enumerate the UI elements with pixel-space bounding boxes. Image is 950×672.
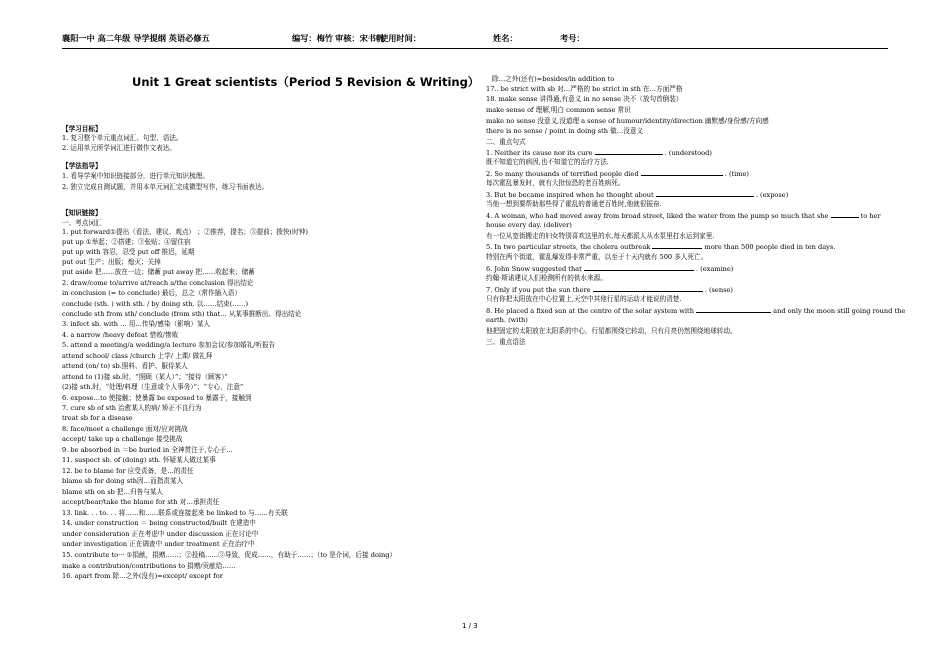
left-text-line xyxy=(62,268,255,276)
line-text: 13. link. . . to. . . 将……和……联系或连接起来 be linked to 与……有关联 xyxy=(62,509,288,517)
line-text: blame sth on sb 把…归咎与某人 xyxy=(62,488,164,496)
line-text: 他把固定的太阳放在太阳系的中心，行星都围绕它转动，只有月亮仍然围绕地球转动。 xyxy=(486,327,737,335)
left-text-line xyxy=(62,425,188,433)
left-text-line xyxy=(62,248,195,256)
left-text-line xyxy=(62,144,176,152)
line-text: blame sb for doing sth因…而指责某人 xyxy=(62,477,184,485)
line-text-after-blank: . (understood) xyxy=(662,149,712,157)
line-text: 1. 看导学案中知识链接部分，进行单元知识梳理。 xyxy=(62,172,209,180)
line-text: 4. a narrow /heavy defeat 惜败/惨败 xyxy=(62,331,179,339)
line-text: under investigation 正在调查中 under treatment 正在治疗中 xyxy=(62,540,255,548)
page-title: Unit 1 Great scientists（Period 5 Revision & Writing） xyxy=(132,75,480,89)
right-text-line xyxy=(486,85,682,93)
line-text: make no sense 没意义,没道理 a sense of humour/identity/direction 幽默感/身份感/方向感 xyxy=(486,117,769,125)
left-text-line xyxy=(62,446,233,454)
line-text: 7. Only if you put the sun there xyxy=(486,286,593,294)
line-text: attend (on/ to) sb.照料、看护、服侍某人 xyxy=(62,362,188,370)
line-text: 6. John Snow suggested that xyxy=(486,265,584,273)
left-text-line xyxy=(62,394,252,402)
left-text-line xyxy=(62,551,396,559)
left-text-line xyxy=(62,562,236,570)
right-text-line xyxy=(486,295,681,303)
line-text: 2. 独立完成自测试题，并用本单元词汇完成微型写作，练习书面表达。 xyxy=(62,183,269,191)
line-text: earth. (with) xyxy=(486,316,528,324)
left-text-line xyxy=(62,530,258,538)
right-text-line xyxy=(486,232,714,240)
line-text: 1. Neither its cause nor its cure xyxy=(486,149,595,157)
line-text: 11. suspect sb. of (doing) sth. 怀疑某人做过某事 xyxy=(62,456,216,464)
line-text: 有一位从宽街搬走的妇女特别喜欢这里的水,每天都派人从水泵里打水运到家里. xyxy=(486,232,715,240)
page-number: 1 / 3 xyxy=(462,622,478,630)
line-text: accept/bear/take the blame for sth 对…承担责任 xyxy=(62,498,220,506)
line-text: 16. apart from 除…之外(没有)=except/ except for xyxy=(62,572,223,580)
line-text: put up ①举起；②搭建；③张贴；④留住宿 xyxy=(62,238,191,246)
header-exam-no: 考号： xyxy=(560,33,585,43)
left-text-line xyxy=(62,488,163,496)
header-school-info: 襄阳一中 高二年级 导学提纲 英语必修五 xyxy=(62,33,210,43)
fill-in-blank[interactable] xyxy=(593,285,703,292)
line-text: 一、考点词汇 xyxy=(62,219,102,227)
right-text-line xyxy=(486,306,905,315)
fill-in-blank[interactable] xyxy=(641,169,723,176)
line-text: 12. be to blame for 应受责备，是…的责任 xyxy=(62,467,194,475)
line-text: attend to (1)接 sb.时，“照顾（某人）”；“接待（顾客）” xyxy=(62,373,228,381)
line-text: 【知识链接】 xyxy=(62,209,102,217)
left-text-line xyxy=(62,435,182,443)
line-text: 每次霍乱暴发时，就有大批惊恐的老百姓病死。 xyxy=(486,179,625,187)
right-text-line xyxy=(486,127,643,135)
line-text: make a contribution/contributions to 捐赠/贡献给…… xyxy=(62,562,236,570)
left-text-line xyxy=(62,383,243,391)
line-text-after-blank: . (examine) xyxy=(693,265,734,273)
right-text-line xyxy=(486,158,609,166)
right-text-line xyxy=(486,211,881,220)
line-text: house every day. (deliver) xyxy=(486,221,572,229)
left-text-line xyxy=(62,498,219,506)
right-text-line xyxy=(486,285,733,294)
right-text-line xyxy=(486,221,572,229)
left-text-line xyxy=(62,404,202,412)
right-text-line xyxy=(492,75,614,83)
line-text: 既不知道它的病因,也不知道它的治疗方法. xyxy=(486,158,609,166)
line-text: 当他一想到要帮助那些得了霍乱的普通老百姓时,他就很振奋. xyxy=(486,200,662,208)
left-text-line xyxy=(62,162,102,170)
line-text: 只有你把太阳放在中心位置上,天空中其他行星的运动才能说的清楚. xyxy=(486,295,682,303)
line-text-after-blank: . (expose) xyxy=(753,191,789,199)
left-text-line xyxy=(62,467,194,475)
left-text-line xyxy=(62,209,102,217)
left-text-line xyxy=(62,320,210,328)
left-text-line xyxy=(62,125,102,133)
left-text-line xyxy=(62,456,216,464)
line-text: under consideration 正在考虑中 under discussion 正在讨论中 xyxy=(62,530,259,538)
right-text-line xyxy=(486,327,737,335)
line-text: make sense of 理解,明白 common sense 常识 xyxy=(486,106,631,114)
line-text: 9. be absorbed in ＝be buried in 全神贯注于,专心于... xyxy=(62,446,233,454)
line-text: 8. He placed a fixed sun at the centre of the solar system with xyxy=(486,307,697,315)
left-text-line xyxy=(62,289,241,297)
header-reviewer: 审核：宋书帆 xyxy=(335,33,385,43)
line-text-after-blank: to her xyxy=(858,212,881,220)
line-text: treat sb for a disease xyxy=(62,414,133,422)
right-text-line xyxy=(486,117,769,125)
right-text-line xyxy=(486,316,528,324)
line-text-after-blank: more than 500 people died in ten days. xyxy=(702,243,836,251)
line-text: conclude sth from sth/ conclude (from sth) that… 从某事推断出、得出结论 xyxy=(62,310,302,318)
line-text: 18. make sense 讲得通,有意义 in no sense 决不（放句首倒装） xyxy=(486,95,683,103)
line-text: 【学法指导】 xyxy=(62,162,102,170)
line-text: 2. draw/come to/arrive at/reach a/the conclusion 得出结论 xyxy=(62,279,254,287)
line-text-after-blank: . (sense) xyxy=(702,286,733,294)
header-divider xyxy=(62,48,888,49)
line-text-after-blank: . (time) xyxy=(722,170,750,178)
line-text: there is no sense / point in doing sth 做…没意义 xyxy=(486,127,644,135)
line-text: 3. infect sb. with … 用…传染/感染（影响）某人 xyxy=(62,320,211,328)
left-text-line xyxy=(62,572,223,580)
left-text-line xyxy=(62,414,133,422)
line-text: conclude (sth. ) with sth. / by doing sth. 以……结束(……) xyxy=(62,300,249,308)
line-text: 6. expose…to 使接触；使暴露 be exposed to 暴露于，接触到 xyxy=(62,394,252,402)
line-text: attend school/ class /church 上学/ 上课/ 做礼拜 xyxy=(62,352,213,360)
left-text-line xyxy=(62,362,188,370)
left-text-line xyxy=(62,341,275,349)
left-text-line xyxy=(62,238,191,246)
header-editor: 编写：梅竹 xyxy=(292,33,333,43)
left-text-line xyxy=(62,540,255,548)
left-text-line xyxy=(62,477,183,485)
line-text: 二、重点句式 xyxy=(486,138,526,146)
line-text: 5. attend a meeting/a wedding/a lecture 参加会议/参加婚礼/听报告 xyxy=(62,341,276,349)
fill-in-blank[interactable] xyxy=(584,264,694,271)
left-text-line xyxy=(62,279,253,287)
right-text-line xyxy=(486,106,631,114)
line-text: 2. 运用单元所学词汇进行微作文表达。 xyxy=(62,144,176,152)
line-text: 17.. be strict with sb 对…严格的 be strict in sth 在…方面严格 xyxy=(486,85,683,93)
line-text: 【学习目标】 xyxy=(62,125,102,133)
line-text: 三、重点语法 xyxy=(486,338,526,346)
line-text: 3. But he became inspired when he thought about xyxy=(486,191,656,199)
right-text-line xyxy=(486,274,607,282)
right-text-line xyxy=(486,200,662,208)
left-text-line xyxy=(62,352,212,360)
right-text-line xyxy=(486,190,788,199)
line-text: 4. A woman, who had moved away from broad street, liked the water from the pump so much that she xyxy=(486,212,831,220)
page-header xyxy=(0,33,950,47)
right-text-line xyxy=(486,338,526,346)
line-text: 约翰·斯诺建议人们检测所有的供水来源。 xyxy=(486,274,607,282)
right-text-line xyxy=(486,242,835,251)
line-text: put out 生产；出版；熄灭；关掉 xyxy=(62,258,161,266)
right-text-line xyxy=(486,179,624,187)
line-text: 2. So many thousands of terrified people died xyxy=(486,170,641,178)
right-text-line xyxy=(486,253,707,261)
left-text-line xyxy=(62,373,228,381)
line-text: 15. contribute to··· ①捐献，捐赠……；②投稿……③导致，促成……，有助于……；（to 是介词，后接 doing） xyxy=(62,551,397,559)
left-text-line xyxy=(62,228,308,236)
header-name: 姓名： xyxy=(493,33,518,43)
line-text: 14. under construction ＝ being constructed/built 在建造中 xyxy=(62,519,256,527)
fill-in-blank[interactable] xyxy=(656,190,754,197)
left-text-line xyxy=(62,183,268,191)
line-text: put up with 容忍，忍受 put off 推迟，延期 xyxy=(62,248,195,256)
left-text-line xyxy=(62,258,161,266)
right-text-line xyxy=(486,169,749,178)
line-text: 1. 复习整个单元重点词汇、句型、语法。 xyxy=(62,134,183,142)
right-text-line xyxy=(486,95,682,103)
right-text-line xyxy=(486,138,526,146)
line-text: 8. face/meet a challenge 面对/应对挑战 xyxy=(62,425,188,433)
right-text-line xyxy=(486,148,712,157)
line-text: 5. In two particular streets, the cholera outbreak xyxy=(486,243,653,251)
left-text-line xyxy=(62,172,209,180)
line-text: 1. put forward①提出（看法、建议、观点） ；②推荐，提名；③提前；拨快(时钟) xyxy=(62,228,308,236)
left-text-line xyxy=(62,219,102,227)
line-text: (2)接 sth.时，“处理/料理（生意或个人事务）”；“专心，注意” xyxy=(62,383,244,391)
left-text-line xyxy=(62,331,178,339)
line-text: in conclusion (= to conclude) 最后，总之（常作插入语） xyxy=(62,289,241,297)
left-text-line xyxy=(62,300,248,308)
fill-in-blank[interactable] xyxy=(831,211,859,218)
fill-in-blank[interactable] xyxy=(696,306,771,313)
line-text: accept/ take up a challenge 接受挑战 xyxy=(62,435,183,443)
line-text-after-blank: and only the moon still going round the xyxy=(771,307,906,315)
header-use-time: 使用时间： xyxy=(380,33,421,43)
line-text: 特别在两个街道，霍乱爆发得非常严重，以至于十天内就有 500 多人死亡。 xyxy=(486,253,708,261)
left-text-line xyxy=(62,509,288,517)
fill-in-blank[interactable] xyxy=(595,148,663,155)
line-text: 除…之外(还有)=besides/in addition to xyxy=(492,75,615,83)
left-text-line xyxy=(62,310,301,318)
line-text: 7. cure sb of sth 治愈某人的病/ 矫正不良行为 xyxy=(62,404,202,412)
left-text-line xyxy=(62,134,182,142)
right-text-line xyxy=(486,264,733,273)
line-text: put aside 把……放在一边；储蓄 put away 把……收起来；储蓄 xyxy=(62,268,255,276)
left-text-line xyxy=(62,519,256,527)
fill-in-blank[interactable] xyxy=(652,242,702,249)
